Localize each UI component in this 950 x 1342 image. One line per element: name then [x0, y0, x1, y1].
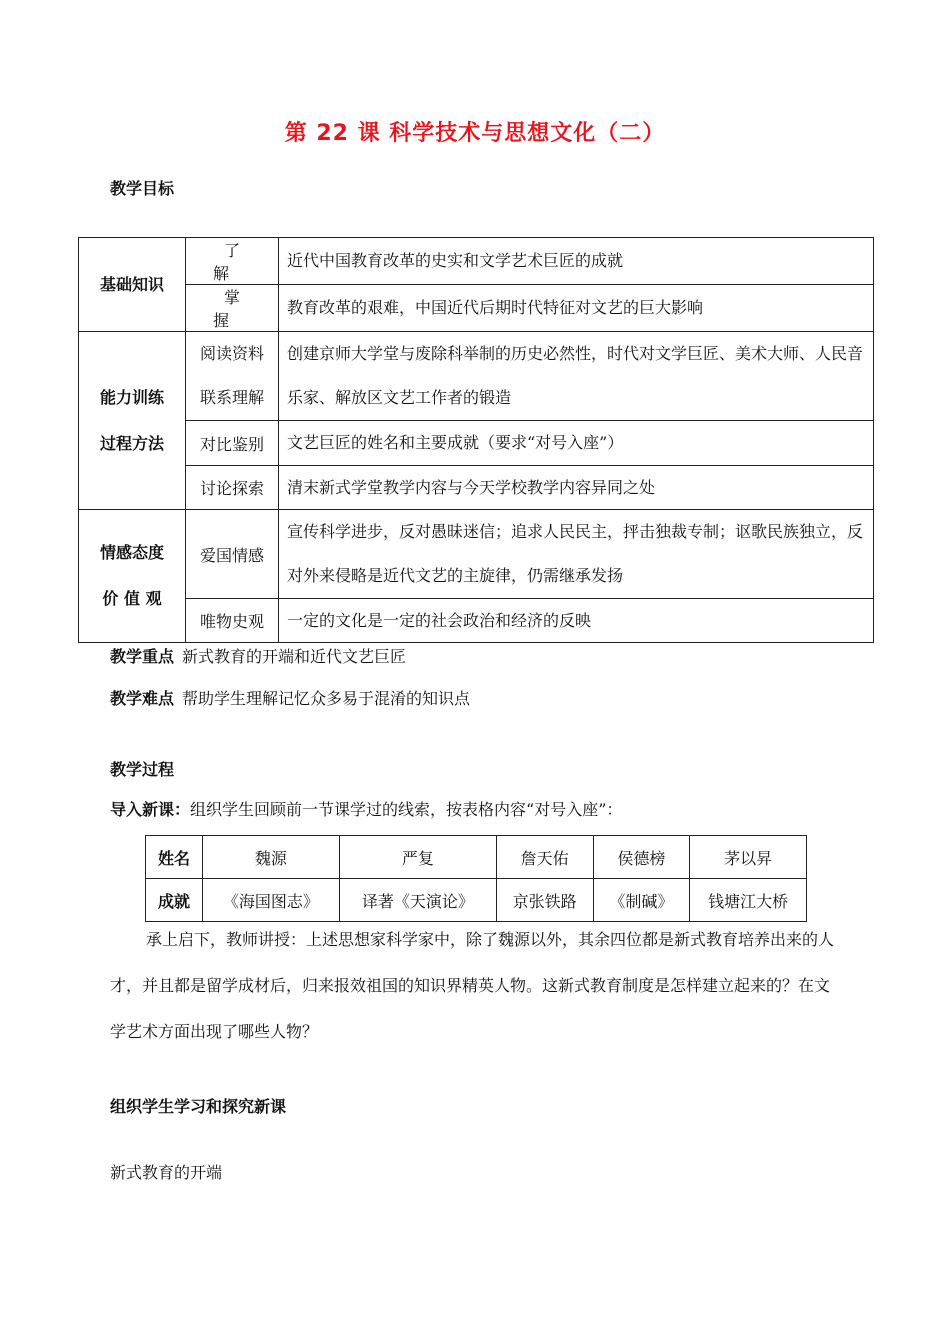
- table-row: [79, 421, 874, 466]
- objective-text: 近代中国教育改革的史实和文学艺术巨匠的成就: [279, 238, 874, 285]
- name-cell: 魏源: [203, 836, 340, 879]
- objective-text: 教育改革的艰难，中国近代后期时代特征对文艺的巨大影响: [279, 285, 874, 332]
- sub-label: 了 解: [186, 238, 279, 285]
- table-row: [79, 238, 874, 285]
- difficult-point-text: 帮助学生理解记忆众多易于混淆的知识点: [182, 689, 471, 708]
- table-row: [146, 879, 807, 922]
- achievement-cell: 钱塘江大桥: [690, 879, 807, 922]
- sub-label: 唯物史观: [186, 599, 279, 643]
- category-emotion: [79, 510, 186, 643]
- name-cell: 詹天佑: [496, 836, 593, 879]
- name-cell: 侯德榜: [593, 836, 690, 879]
- table-row: [79, 332, 874, 421]
- key-point-text: 新式教育的开端和近代文艺巨匠: [182, 647, 407, 666]
- objectives-table: [78, 237, 874, 643]
- objective-text: 创建京师大学堂与废除科举制的历史必然性，时代对文学巨匠、美术大师、人民音乐家、解放区文艺工作者的锻造: [279, 332, 874, 421]
- objective-text: 一定的文化是一定的社会政治和经济的反映: [279, 599, 874, 643]
- category-line: 能力训练: [99, 387, 164, 407]
- objective-text: 清末新式学堂教学内容与今天学校教学内容异同之处: [279, 466, 874, 510]
- difficult-point: [110, 686, 470, 709]
- lesson-title: 第 22 课 科学技术与思想文化（二）: [284, 121, 666, 146]
- name-cell: 严复: [339, 836, 496, 879]
- sub-label: 阅读资料 联系理解: [186, 332, 279, 421]
- achievement-header: 成就: [146, 879, 203, 922]
- achievement-cell: 《制碱》: [593, 879, 690, 922]
- table-row: [79, 510, 874, 599]
- section-title: 新式教育的开端: [110, 1163, 223, 1182]
- achievement-cell: 《海国图志》: [203, 879, 340, 922]
- new-lesson-heading: 组织学生学习和探究新课: [110, 1097, 287, 1116]
- intro-label: 导入新课：: [110, 800, 191, 819]
- intro-text: 组织学生回顾前一节课学过的线索，按表格内容“对号入座”：: [190, 800, 623, 819]
- achievement-cell: 译著《天演论》: [339, 879, 496, 922]
- objectives-heading: 教学目标: [110, 179, 175, 198]
- table-row: [79, 599, 874, 643]
- table-row: [79, 466, 874, 510]
- table-row: [79, 285, 874, 332]
- sub-label: 对比鉴别: [186, 421, 279, 466]
- category-line: 情感态度: [99, 543, 164, 562]
- transition-paragraph: [110, 917, 845, 1055]
- objective-text: 文艺巨匠的姓名和主要成就（要求“对号入座”）: [279, 421, 874, 466]
- key-point-label: 教学重点: [110, 647, 175, 666]
- match-table: [145, 835, 807, 922]
- transition-text: 承上启下，教师讲授：上述思想家科学家中，除了魏源以外，其余四位都是新式教育培养出来的人才，并且都是留学成材后，归来报效祖国的知识界精英人物。这新式教育制度是怎样建立起来的？在文学艺术方面出现了哪些人物？: [110, 930, 835, 1041]
- table-row: [146, 836, 807, 879]
- name-cell: 茅以昇: [690, 836, 807, 879]
- category-line: 过程方法: [99, 433, 164, 453]
- category-line: 价 值 观: [102, 589, 162, 608]
- sub-label: 掌 握: [186, 285, 279, 332]
- category-ability: [79, 332, 186, 510]
- achievement-cell: 京张铁路: [496, 879, 593, 922]
- difficult-point-label: 教学难点: [110, 689, 175, 708]
- name-header: 姓名: [146, 836, 203, 879]
- intro-line: [110, 797, 622, 820]
- key-point: [110, 644, 406, 667]
- process-heading: 教学过程: [110, 760, 175, 779]
- sub-label: 讨论探索: [186, 466, 279, 510]
- sub-label: 爱国情感: [186, 510, 279, 599]
- objective-text: 宣传科学进步，反对愚昧迷信；追求人民民主，抨击独裁专制；讴歌民族独立，反对外来侵略是近代文艺的主旋律，仍需继承发扬: [279, 510, 874, 599]
- category-basic: 基础知识: [79, 238, 186, 332]
